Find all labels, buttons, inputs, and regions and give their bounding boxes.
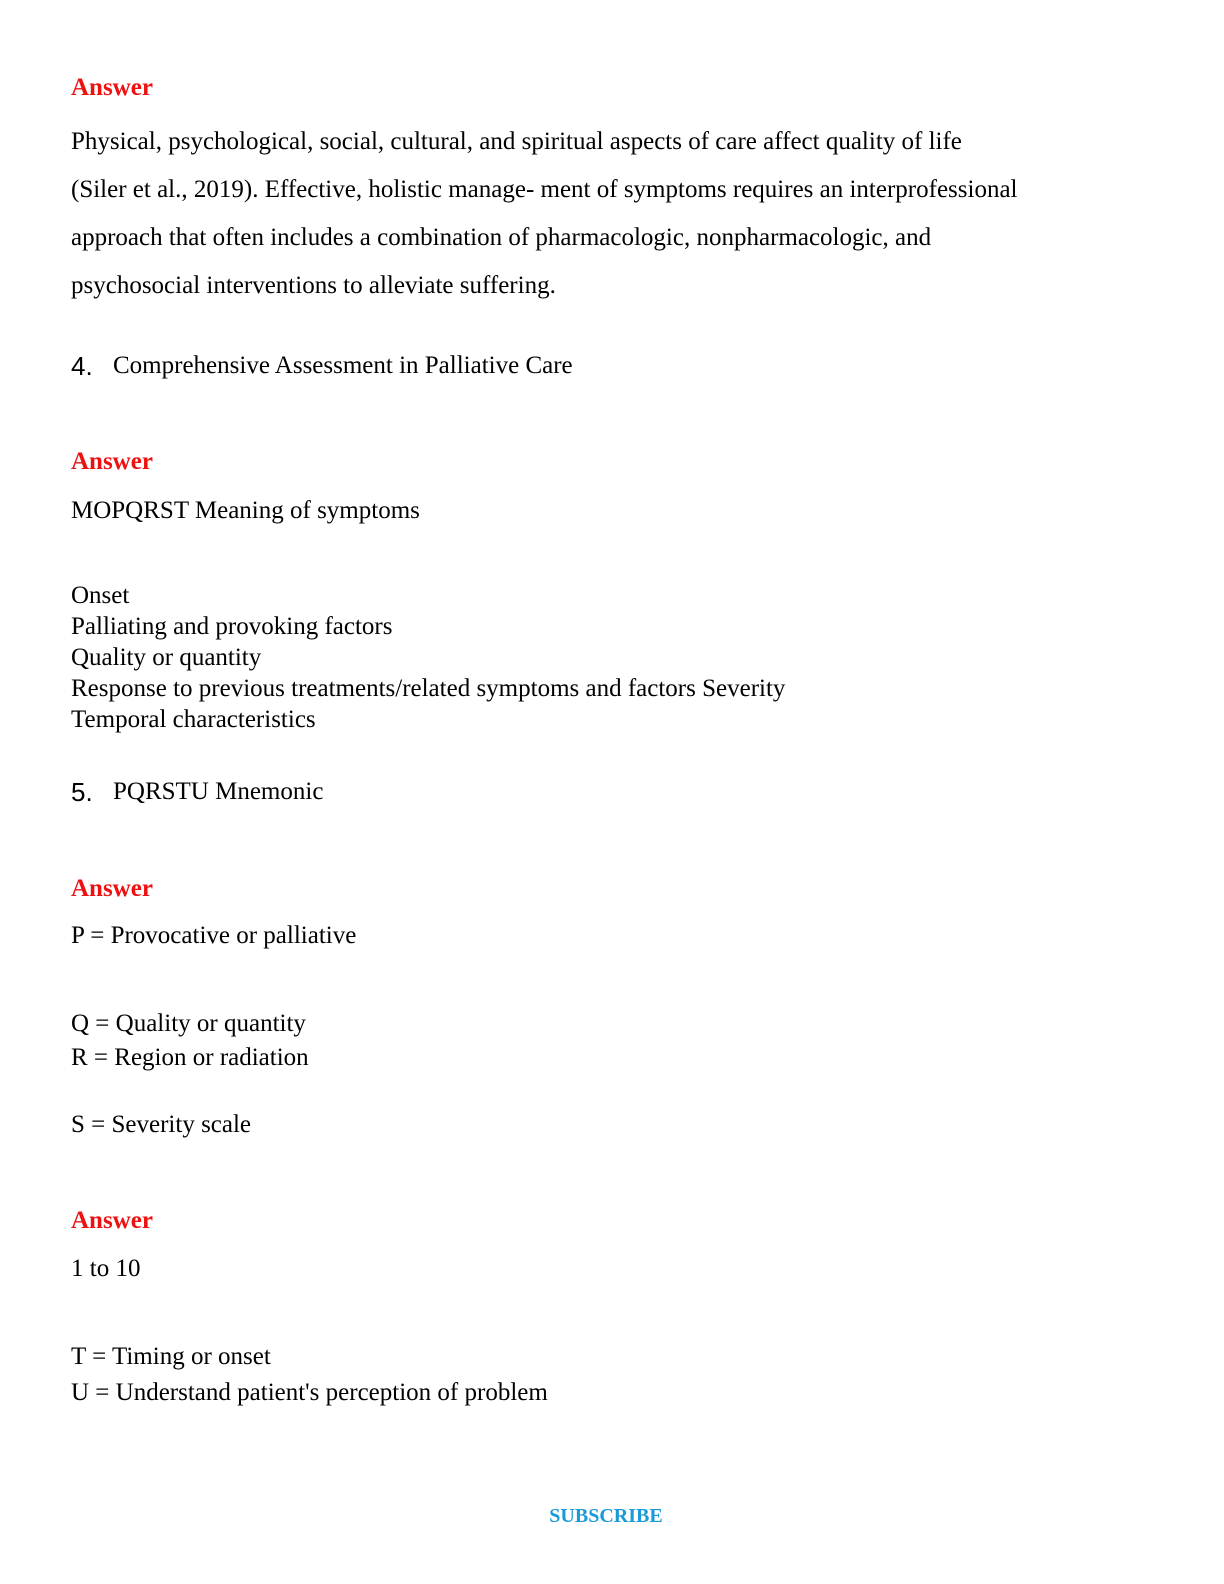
answer-text: 1 to 10 bbox=[71, 1255, 141, 1282]
list-item: Response to previous treatments/related symptoms and factors Severity bbox=[71, 675, 786, 702]
mnemonic-line: Q = Quality or quantity bbox=[71, 1010, 306, 1037]
mnemonic-line: R = Region or radiation bbox=[71, 1044, 309, 1071]
question-number: 5. bbox=[71, 777, 93, 807]
symptom-list bbox=[71, 580, 785, 735]
list-item: Palliating and provoking factors bbox=[71, 613, 393, 640]
answer-label: Answer bbox=[71, 74, 153, 101]
mnemonic-list bbox=[71, 1339, 548, 1411]
answer-label: Answer bbox=[71, 448, 153, 475]
paragraph-line: approach that often includes a combination of pharmacologic, nonpharmacologic, and bbox=[71, 224, 932, 251]
paragraph-line: psychosocial interventions to alleviate suffering. bbox=[71, 272, 556, 299]
question-title: PQRSTU Mnemonic bbox=[113, 778, 324, 805]
mnemonic-line: S = Severity scale bbox=[71, 1111, 252, 1138]
paragraph-line: (Siler et al., 2019). Effective, holistic manage- ment of symptoms requires an interprofessional bbox=[71, 176, 1018, 203]
list-item: Onset bbox=[71, 582, 130, 609]
list-item: Quality or quantity bbox=[71, 644, 262, 671]
answer-label: Answer bbox=[71, 875, 153, 902]
mnemonic-line: T = Timing or onset bbox=[71, 1343, 271, 1370]
answer-text: MOPQRST Meaning of symptoms bbox=[71, 497, 420, 524]
list-item: Temporal characteristics bbox=[71, 706, 316, 733]
mnemonic-list bbox=[71, 1007, 309, 1075]
question-title: Comprehensive Assessment in Palliative Care bbox=[113, 352, 573, 379]
answer-paragraph bbox=[71, 118, 1151, 310]
question-number: 4. bbox=[71, 351, 93, 381]
mnemonic-line: P = Provocative or palliative bbox=[71, 922, 357, 949]
mnemonic-line: U = Understand patient's perception of problem bbox=[71, 1379, 548, 1406]
answer-label: Answer bbox=[71, 1207, 153, 1234]
paragraph-line: Physical, psychological, social, cultural, and spiritual aspects of care affect quality of life bbox=[71, 128, 962, 155]
subscribe-link[interactable]: SUBSCRIBE bbox=[549, 1505, 663, 1527]
